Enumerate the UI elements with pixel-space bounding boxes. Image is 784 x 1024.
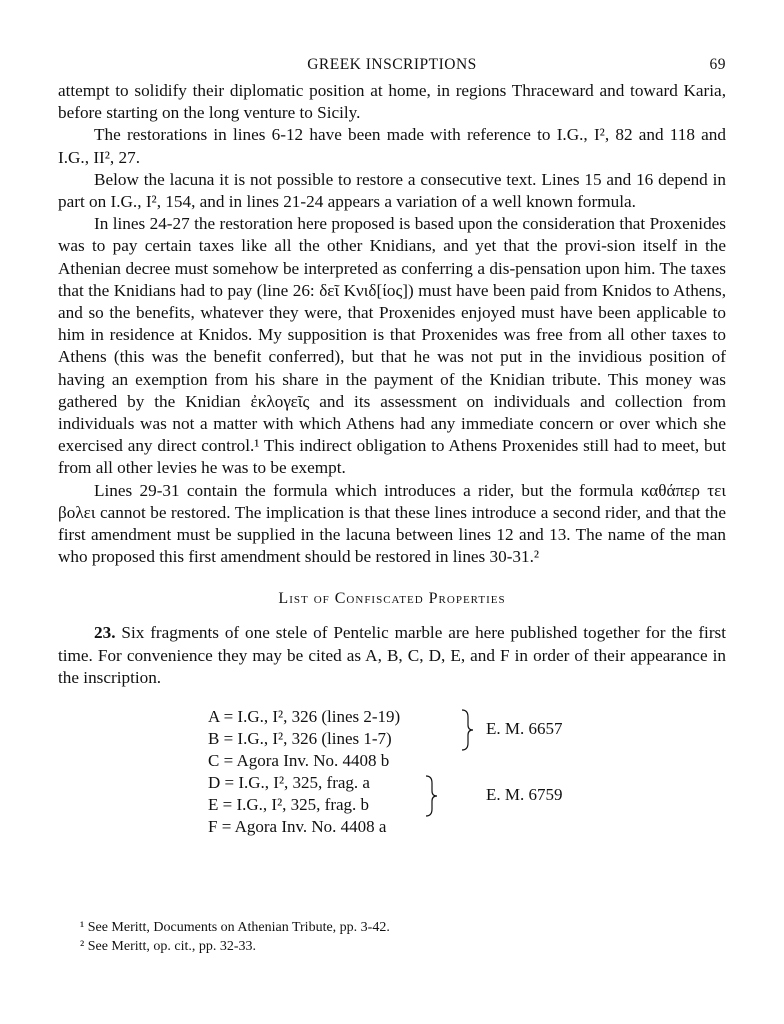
em-label: E. M. 6657 bbox=[486, 719, 563, 739]
em-label: E. M. 6759 bbox=[486, 785, 563, 805]
header-title: GREEK INSCRIPTIONS bbox=[307, 56, 477, 73]
entry-number: 23. bbox=[94, 623, 116, 643]
paragraph: The restorations in lines 6-12 have been made with reference to I.G., I², 82 and 118 and I.G., II², 27. bbox=[58, 125, 726, 167]
fragment-row: E = I.G., I², 325, frag. b bbox=[208, 795, 370, 815]
footnote: ¹ See Meritt, Documents on Athenian Tribute, pp. 3-42. bbox=[80, 920, 390, 935]
paragraph: attempt to solidify their diplomatic position at home, in regions Thraceward and toward Karia, before starting on the long venture to Sicily. bbox=[58, 81, 726, 123]
page-number: 69 bbox=[709, 56, 726, 73]
fragment-row: C = Agora Inv. No. 4408 b bbox=[208, 751, 390, 771]
fragment-row: A = I.G., I², 326 (lines 2-19) bbox=[208, 707, 401, 727]
running-header bbox=[58, 56, 726, 80]
fragment-list bbox=[58, 707, 726, 843]
page bbox=[58, 56, 726, 843]
right-brace-icon bbox=[460, 709, 474, 751]
fragment-row: B = I.G., I², 326 (lines 1-7) bbox=[208, 729, 392, 749]
paragraph: Lines 29-31 contain the formula which introduces a rider, but the formula καθάπερ τει βολει cannot be restored. The implication is that these lines introduce a second rider, and that the first amendment must be supplied in the lacuna between lines 12 and 13. The name of the man who proposed this first amendment should be restored in lines 30-31.² bbox=[58, 480, 726, 567]
section-heading: List of Confiscated Properties bbox=[278, 590, 506, 608]
body-text bbox=[58, 80, 726, 568]
footnote: ² See Meritt, op. cit., pp. 32-33. bbox=[80, 939, 257, 954]
entry-text: Six fragments of one stele of Pentelic marble are here published together for the first time. For convenience they may be cited as A, B, C, D, E, and F in order of their appearance in the inscription. bbox=[58, 623, 727, 687]
fragment-row: F = Agora Inv. No. 4408 a bbox=[208, 817, 387, 837]
entry-23 bbox=[58, 622, 726, 689]
paragraph: In lines 24-27 the restoration here proposed is based upon the consideration that Proxenides was to pay certain taxes like all the other Knidians, and yet that the provi-sion itself in the Athenian decree must somehow be interpreted as conferring a dis-pensation upon him. The taxes that the Knidians had to pay (line 26: δεῖ Κνιδ[ίος]) must have been paid from Knidos to Athens, and so the benefits, whatever they were, that Proxenides enjoyed must have been applicable to him in residence at Knidos. My supposition is that Proxenides was free from all other taxes to Athens (this was the benefit conferred), but that he was not put in the invidious position of having an exemption from his share in the payment of the Knidian tribute. This money was gathered by the Knidian ἐκλογεῖς and its assessment on individuals and collection from individuals was not a matter with which Athens had any immediate concern or over which she exercised any direct control.¹ This indirect obligation to Athens Proxenides still had to meet, but from all other levies he was to be exempt. bbox=[58, 214, 726, 478]
fragment-row: D = I.G., I², 325, frag. a bbox=[208, 773, 370, 793]
footnotes bbox=[80, 918, 390, 956]
right-brace-icon bbox=[424, 775, 438, 817]
paragraph: Below the lacuna it is not possible to restore a consecutive text. Lines 15 and 16 depend in part on I.G., I², 154, and in lines 21-24 appears a variation of a well known formula. bbox=[58, 169, 726, 212]
